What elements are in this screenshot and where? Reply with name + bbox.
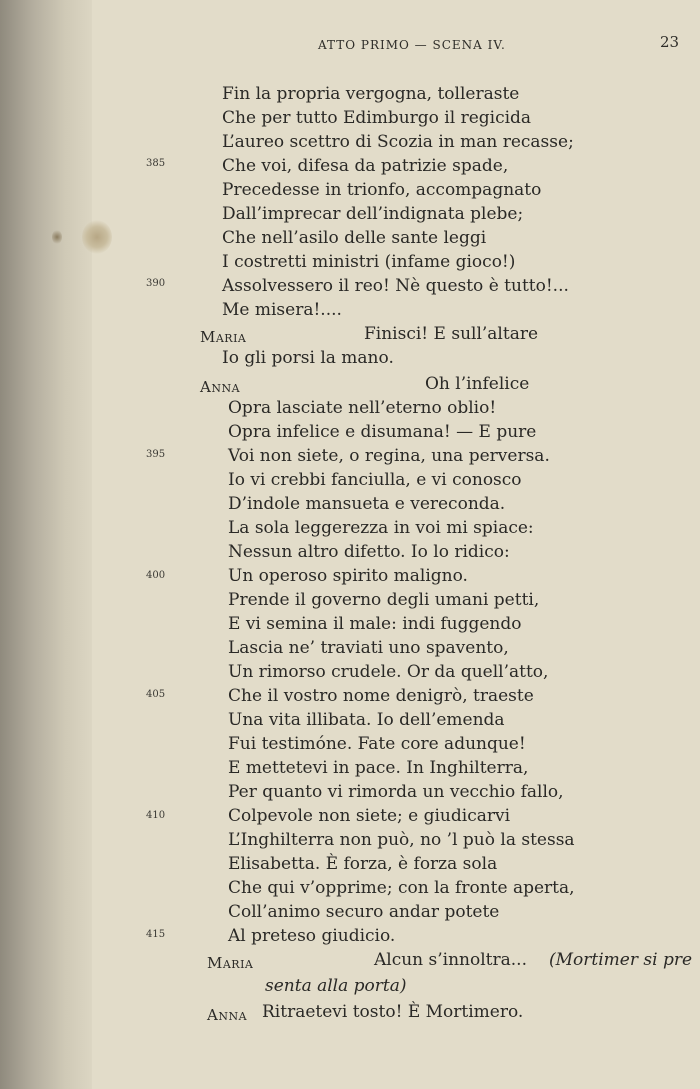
verse-line: Voi non siete, o regina, una perversa. xyxy=(228,446,550,466)
speaker-name: Maria xyxy=(207,954,254,972)
verse-line: Alcun s’innoltra... xyxy=(374,950,527,970)
verse-line: Fin la propria vergogna, tolleraste xyxy=(222,84,520,104)
verse-line: Ritraetevi tosto! È Mortimero. xyxy=(262,1002,524,1022)
verse-line: Nessun altro difetto. Io lo ridico: xyxy=(228,542,510,562)
verse-line: Un operoso spirito maligno. xyxy=(228,566,468,586)
verse-line: Che nell’asilo delle sante leggi xyxy=(222,228,487,248)
verse-line: Un rimorso crudele. Or da quell’atto, xyxy=(228,662,549,682)
verse-line: L’aureo scettro di Scozia in man recasse; xyxy=(222,132,574,152)
line-number: 390 xyxy=(146,278,166,289)
line-number: 415 xyxy=(146,929,166,940)
verse-line: Che per tutto Edimburgo il regicida xyxy=(222,108,532,128)
verse-line: Opra lasciate nell’eterno oblio! xyxy=(228,398,497,418)
verse-line: Dall’imprecar dell’indignata plebe; xyxy=(222,204,524,224)
verse-line: L’Inghilterra non può, no ’l può la stessa xyxy=(228,830,575,850)
line-number: 410 xyxy=(146,810,166,821)
speaker-name: Anna xyxy=(200,378,241,396)
verse-line: E mettetevi in pace. In Inghilterra, xyxy=(228,758,529,778)
verse-line: Al preteso giudicio. xyxy=(228,926,396,946)
verse-line: Opra infelice e disumana! — E pure xyxy=(228,422,537,442)
verse-line: Lascia ne’ traviati uno spavento, xyxy=(228,638,509,658)
running-header: ATTO PRIMO — SCENA IV. xyxy=(318,38,506,52)
paper-stain xyxy=(52,230,62,244)
stage-direction: (Mortimer si pre xyxy=(549,950,693,970)
paper-stain xyxy=(82,220,112,254)
verse-line: Precedesse in trionfo, accompagnato xyxy=(222,180,542,200)
verse-line: Elisabetta. È forza, è forza sola xyxy=(228,854,498,874)
verse-line: La sola leggerezza in voi mi spiace: xyxy=(228,518,534,538)
verse-line: Fui testimóne. Fate core adunque! xyxy=(228,734,526,754)
verse-line: Finisci! E sull’altare xyxy=(364,324,539,344)
verse-line: Prende il governo degli umani petti, xyxy=(228,590,540,610)
verse-line: E vi semina il male: indi fuggendo xyxy=(228,614,522,634)
line-number: 400 xyxy=(146,570,166,581)
line-number: 395 xyxy=(146,449,166,460)
book-gutter xyxy=(0,0,92,1089)
verse-line: Colpevole non siete; e giudicarvi xyxy=(228,806,511,826)
verse-line: Una vita illibata. Io dell’emenda xyxy=(228,710,505,730)
verse-line: Che qui v’opprime; con la fronte aperta, xyxy=(228,878,575,898)
verse-line: Assolvessero il reo! Nè questo è tutto!... xyxy=(222,276,569,296)
verse-line: D’indole mansueta e vereconda. xyxy=(228,494,506,514)
verse-line: Che il vostro nome denigrò, traeste xyxy=(228,686,534,706)
verse-line: Per quanto vi rimorda un vecchio fallo, xyxy=(228,782,564,802)
verse-line: I costretti ministri (infame gioco!) xyxy=(222,252,516,272)
line-number: 405 xyxy=(146,689,166,700)
verse-line: Io gli porsi la mano. xyxy=(222,348,394,368)
line-number: 385 xyxy=(146,158,166,169)
speaker-name: Maria xyxy=(200,328,247,346)
speaker-name: Anna xyxy=(207,1006,248,1024)
stage-direction: senta alla porta) xyxy=(265,976,407,996)
verse-line: Io vi crebbi fanciulla, e vi conosco xyxy=(228,470,522,490)
page-number: 23 xyxy=(660,33,680,51)
verse-line: Oh l’infelice xyxy=(425,374,530,394)
verse-line: Che voi, difesa da patrizie spade, xyxy=(222,156,509,176)
verse-line: Coll’animo securo andar potete xyxy=(228,902,500,922)
verse-line: Me misera!.... xyxy=(222,300,342,320)
